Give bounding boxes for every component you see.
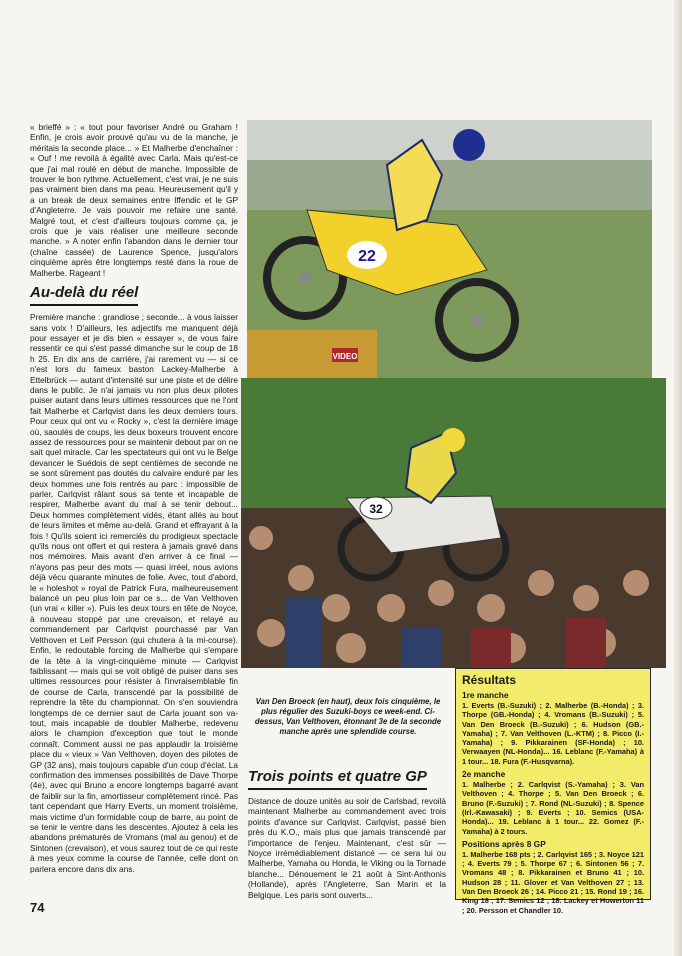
page-edge	[674, 0, 682, 956]
middle-column	[248, 768, 446, 900]
photo-rider-jump	[247, 120, 652, 388]
body-paragraph-2: Distance de douze unités au soir de Carlsbad, revoilà maintenant Malherbe au commandement avec trois points d'avance sur Carlqvist. Carlqvist, passé bien près du K.O., mais plus que jamais transcendé par l'importance de l'enjeu. Maintenant, c'est sûr — Noyce irrémédiablement distancé — ce sera lui ou Malherbe, Yamaha ou Honda, le Viking ou la Tornade blanche... Dénouement le 21 août à Sint-Anthonis (Hollande), après l'Angleterre, San Marin et la Belgique. Les paris sont ouverts...	[248, 796, 446, 900]
video-banner-text: VIDEO	[332, 352, 358, 361]
results-title: Résultats	[462, 673, 517, 687]
bike-number-32: 32	[369, 502, 383, 516]
body-paragraph-1: Première manche : grandiose ; seconde... à vous laisser sans voix ! D'ailleurs, les adjectifs me manquent déjà pour essayer et je dis bien « essayer », de vous faire ressentir ce qui s'est passé dimanche sur le coup de 18 h 25. En dix ans de carrière, j'ai rarement vu — si ce n'est lors du fameux baston Lackey-Malherbe à Ettelbrück — autant d'intensité sur une piste et de délire dans le public. Je n'ai jamais vu non plus deux pilotes puiser autant dans leurs ultimes ressources que ne l'ont fait Malherbe et Carlqvist dans les deux derniers tours. Pour ceux qui ont vu « Rocky », c'est la dernière image où, saoulés de coups, les deux boxeurs trouvent encore assez de ressources pour se maintenir debout par on ne sait quel miracle. Car les spectateurs qui ont vu le Belge devancer le Suédois de sept centièmes de seconde ne se sont sûrement pas doutés du calvaire enduré par les deux hommes une fois rentrés au parc : impossible de parler, Carlqvist râlant sous sa tente et incapable de respirer, Malherbe avant du mal à se tenir debout... Deux hommes complètement vidés, étant allés au bout de leurs limites et même au-delà. Grand et effrayant à la fois ! Qu'ils soient ici remerciés du prodigieux spectacle qu'ils nous ont offert et qui restera à jamais gravé dans nos mémoires. Mais avant d'en arriver à ce final — n'ayons pas peur des mots — quasi irréel, nous avions déjà vécu quarante minutes de folie. Avec, tout d'abord, le « holeshot » royal de Patrick Fura, malheureusement balancé un peu plus loin par ce s... de Van Velthoven (un vrai « killer »). Puis les deux tours en tête de Noyce, à nouveau stoppé par une crevaison, et relayé au commandement par Carlqvist pourchassé par Van Velthoven et Leif Persson (qui chutera à la mi-course). Enfin, le redoutable forcing de Malherbe qui s'empare de la tête à la vingt-cinquième minute — Carlqvist faiblissant — mais qui se voit obligé de puiser dans ses ultimes ressources pour résister à l'invraisemblable fin de course de Carla, transcendé par la possibilité de reprendre la tête du championnat. On s'en souviendra longtemps de ce dernier saut de Carla jouant son va-tout, mais incapable de doubler Malherbe, redevenu alors le champion d'exception que tout le monde connaît. Comment aussi ne pas applaudir la troisième place du « vieux » Van Velthoven, doyen des pilotes de GP (32 ans), mais toujours capable d'un coup d'éclat. La confirmation des immenses possibilités de Dave Thorpe (4e), avec qui Bruno a encore longtemps bagarré avant de faiblir sur la fin, amortisseur complètement rincé. Pas tant cependant que Harry Everts, un moment troisième, mais victime d'un formidable coup de barre, au point de se tenir le ventre dans les descentes. Ajoutez à cela les abandons prématurés de Vromans (mal au genou) et de Sintonen (crevaison), et vous saurez tout de ce qui reste à mes yeux comme la course de l'année, celle dont on parlera encore dans dix ans.	[30, 312, 238, 874]
intro-paragraph: « brieffé » : « tout pour favoriser André ou Graham ! Enfin, je crois avoir prouvé qu'au vu de la manche, je méritais la seconde place... » Et Malherbe d'enchaîner : « Ouf ! me revoilà à égalité avec Carla. Mais qu'est-ce que j'ai mal roulé en début de manche. Impossible de trouver le bon rythme. Actuellement, c'est vrai, je ne suis pas vraiment bien dans ma peau. Heureusement qu'il y a un break de deux semaines entre Iffendic et le GP d'Angleterre. Je vais pouvoir me refaire une santé. Malgré tout, et c'est d'ailleurs toujours comme ça, je crois que je vais réaliser une meilleure seconde manche. » A noter enfin l'abandon dans le dernier tour (chaîne cassée) de Laurence Spence, jusqu'alors cinquième après être longtemps resté dans la roue de Malherbe. Rageant !	[30, 122, 238, 278]
photo-caption: Van Den Broeck (en haut), deux fois cinquième, le plus régulier des Suzuki-boys ce week-end. Ci-dessus, Van Velthoven, étonnant 3e de la seconde manche après une splendide course.	[254, 697, 442, 736]
section-heading-1: Au-delà du réel	[30, 284, 138, 306]
left-column	[30, 122, 238, 874]
bike-number-22: 22	[358, 248, 376, 265]
manche1-results: 1. Everts (B.-Suzuki) ; 2. Malherbe (B.-Honda) ; 3. Thorpe (GB.-Honda) ; 4. Vromans (B.-Suzuki) ; 5. Van Den Broeck (B.-Suzuki) ; 6. Hudson (GB.-Yamaha) ; 7. Van Velthoven (L.-KTM) ; 8. Picco (I.-Yamaha) ; 9. Pikkarainen (SF-Honda) ; 10. Verwaayen (NL-Honda)... 16. Leblanc (F.-Yamaha) à 1 tour... 18. Fura (F.-Husqvarna).	[462, 701, 644, 766]
page-number: 74	[30, 900, 45, 915]
results-box	[455, 668, 651, 915]
positions-title: Positions après 8 GP	[462, 838, 546, 849]
positions-results: 1. Malherbe 168 pts ; 2. Carlqvist 165 ; 3. Noyce 121 ; 4. Everts 79 ; 5. Thorpe 67 ; 6. Sintonen 56 ; 7. Vromans 48 ; 8. Pikkarainen et Bruno 41 ; 10. Hudson 28 ; 11. Glover et Van Velthoven 27 ; 13. Van Den Broeck 26 ; 14. Picco 21 ; 15. Rond 19 ; 16. King 18 ; 17. Semics 12 ; 18. Lackey et Howerton 11 ; 20. Persson et Chandler 10.	[462, 849, 644, 915]
manche1-title: 1re manche	[462, 690, 509, 700]
manche2-title: 2e manche	[462, 769, 506, 780]
section-heading-2: Trois points et quatre GP	[248, 768, 427, 790]
photo-rider-crowd	[241, 378, 666, 668]
manche2-results: 1. Malherbe ; 2. Carlqvist (S.-Yamaha) ; 3. Van Velthoven ; 4. Thorpe ; 5. Van Den Broeck ; 6. Bruno (F.-Suzuki) ; 7. Rond (NL-Suzuki) ; 8. Spence (Irl.-Kawasaki) ; 9. Everts ; 10. Semics (USA-Honda)... 19. Leblanc à 1 tour... 22. Gomez (F.-Yamaha) à 2 tours.	[462, 780, 644, 836]
